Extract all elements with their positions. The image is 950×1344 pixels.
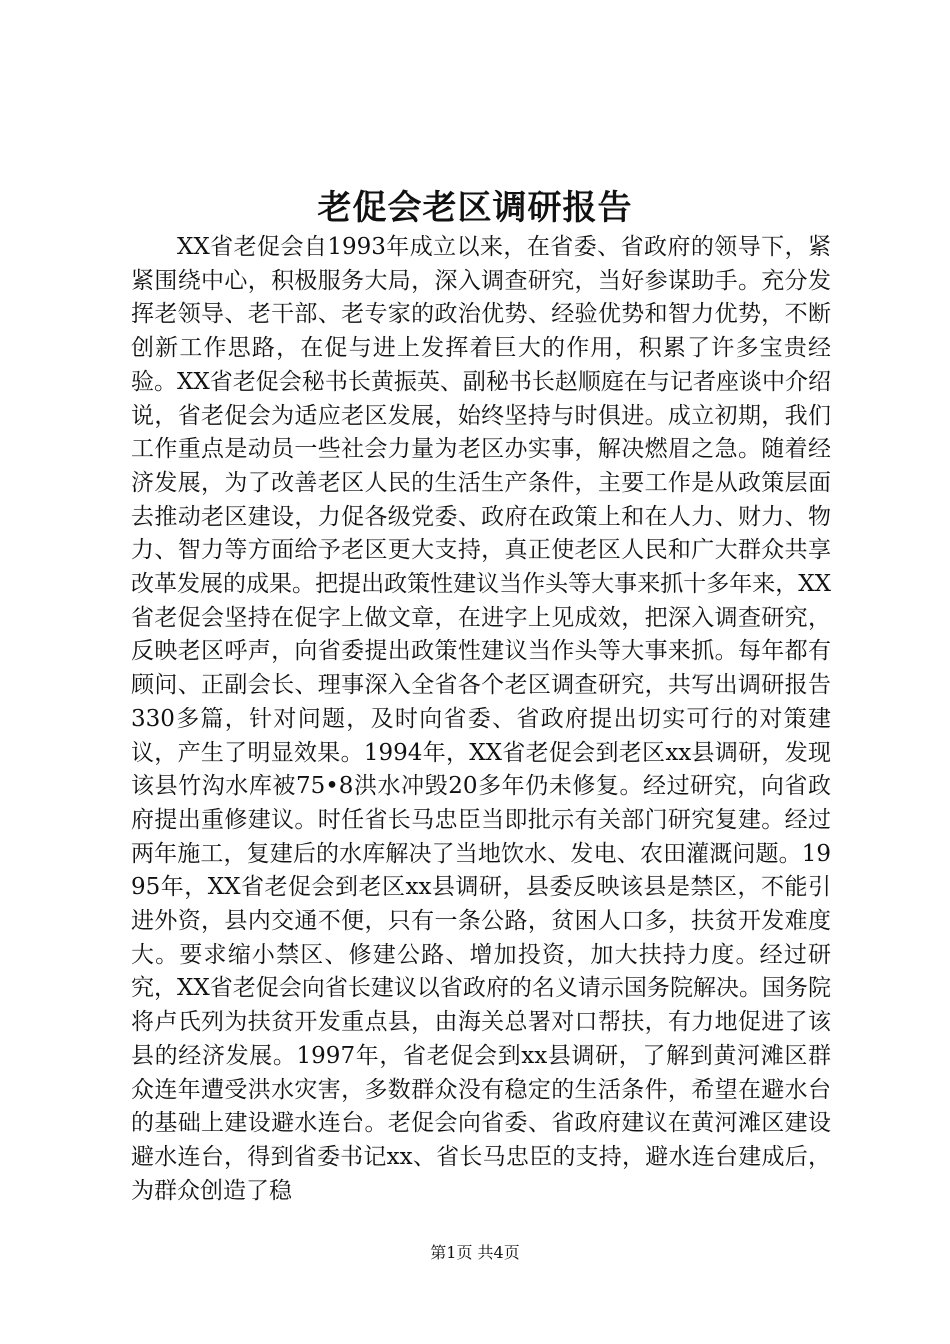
page-number-footer: 第1页 共4页 (430, 1243, 520, 1262)
document-title: 老促会老区调研报告 (317, 188, 633, 228)
body-paragraph: XX省老促会自1993年成立以来，在省委、省政府的领导下，紧紧围绕中心，积极服务大局，深入调查研究，当好参谋助手。充分发挥老领导、老干部、老专家的政治优势、经验优势和智力优势，不断创新工作思路，在促与进上发挥着巨大的作用，积累了许多宝贵经验。XX省老促会秘书长黄振英、副秘书长赵顺庭在与记者座谈中介绍说，省老促会为适应老区发展，始终坚持与时俱进。成立初期，我们工作重点是动员一些社会力量为老区办实事，解决燃眉之急。随着经济发展，为了改善老区人民的生活生产条件，主要工作是从政策层面去推动老区建设，力促各级党委、政府在政策上和在人力、财力、物力、智力等方面给予老区更大支持，真正使老区人民和广大群众共享改革发展的成果。把提出政策性建议当作头等大事来抓十多年来，XX省老促会坚持在促字上做文章，在进字上见成效，把深入调查研究，反映老区呼声，向省委提出政策性建议当作头等大事来抓。每年都有顾问、正副会长、理事深入全省各个老区调查研究，共写出调研报告330多篇，针对问题，及时向省委、省政府提出切实可行的对策建议，产生了明显效果。1994年，XX省老促会到老区xx县调研，发现该县竹沟水库被75•8洪水冲毁20多年仍未修复。经过研究，向省政府提出重修建议。时任省长马忠臣当即批示有关部门研究复建。经过两年施工，复建后的水库解决了当地饮水、发电、农田灌溉问题。1995年，XX省老促会到老区xx县调研，县委反映该县是禁区，不能引进外资，县内交通不便，只有一条公路，贫困人口多，扶贫开发难度大。要求缩小禁区、修建公路、增加投资，加大扶持力度。经过研究，XX省老促会向省长建议以省政府的名义请示国务院解决。国务院将卢氏列为扶贫开发重点县，由海关总署对口帮扶，有力地促进了该县的经济发展。1997年，省老促会到xx县调研，了解到黄河滩区群众连年遭受洪水灾害，多数群众没有稳定的生活条件，希望在避水台的基础上建设避水连台。老促会向省委、省政府建议在黄河滩区建设避水连台，得到省委书记xx、省长马忠臣的支持，避水连台建成后，为群众创造了稳 (131, 234, 831, 1204)
